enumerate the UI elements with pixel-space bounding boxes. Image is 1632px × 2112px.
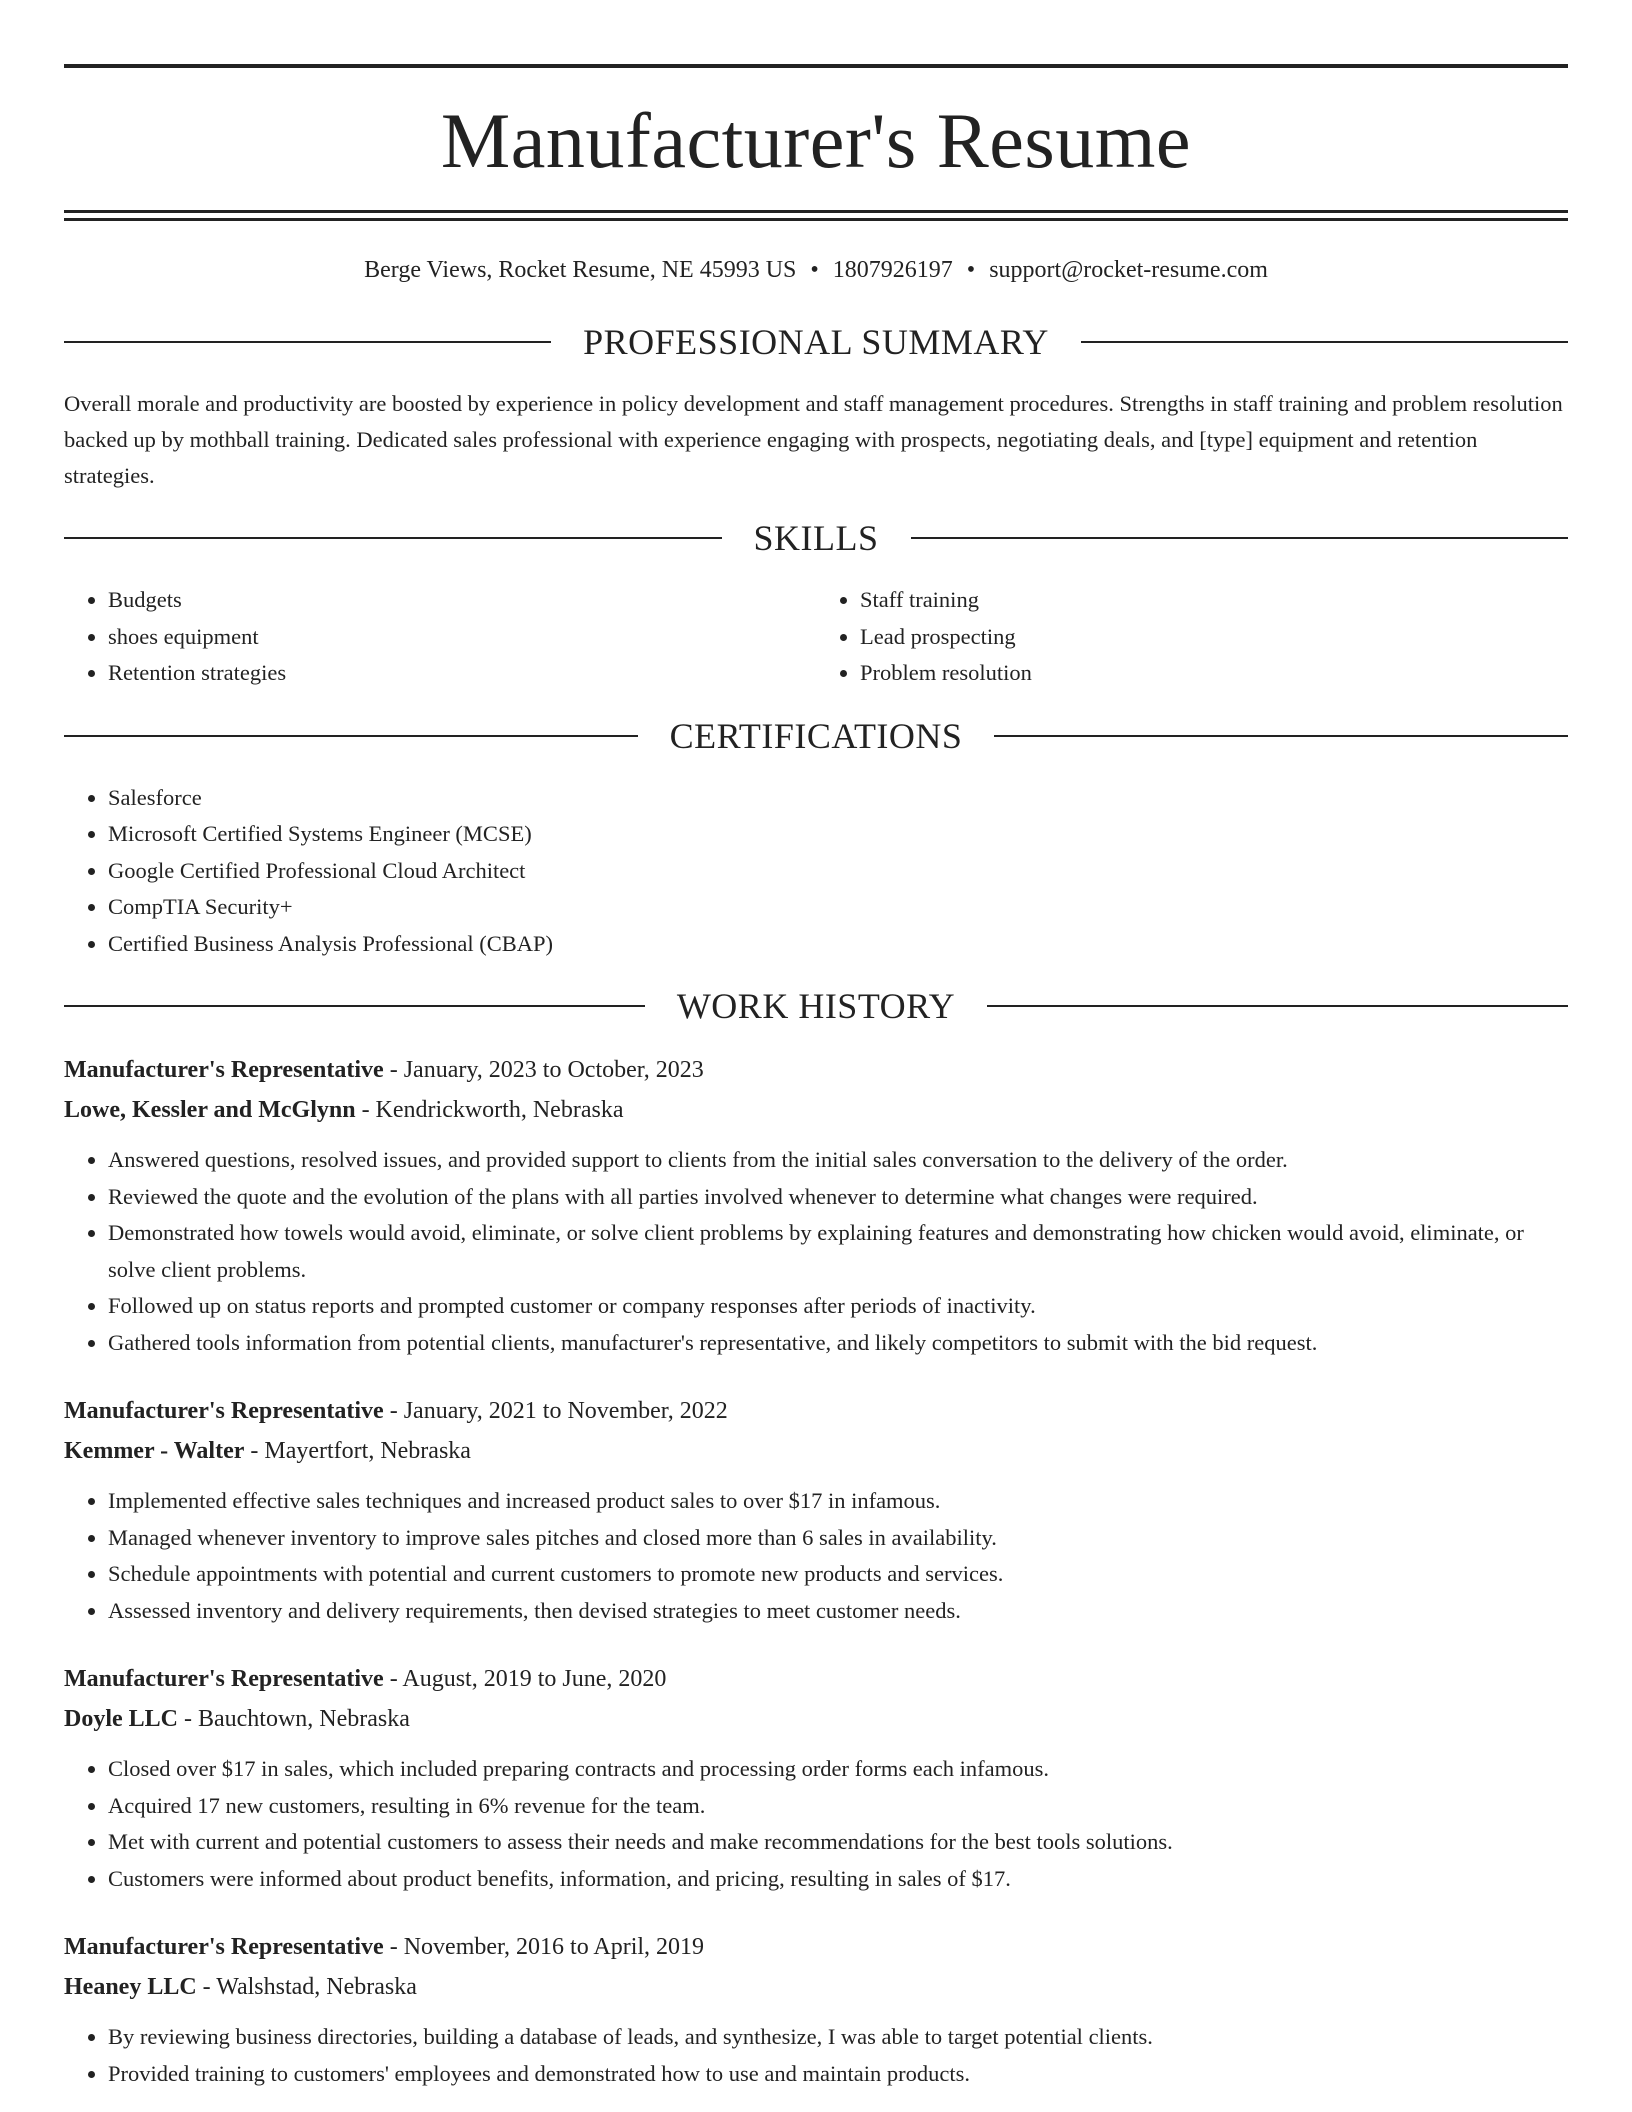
divider-line (911, 537, 1569, 539)
job-duty: • Provided training to customers' employees and demonstrated how to use and maintain products. (108, 2056, 1568, 2093)
certification-item: • Google Certified Professional Cloud Architect (108, 853, 1568, 890)
skills-section-heading (64, 520, 1568, 556)
job-title-line (64, 1391, 1568, 1431)
divider-line (994, 735, 1568, 737)
job-duty: • Answered questions, resolved issues, and provided support to clients from the initial sales conversation to the delivery of the order. (108, 1142, 1568, 1179)
certification-item: • Salesforce (108, 780, 1568, 817)
skill-item: • Lead prospecting (860, 619, 1568, 656)
top-rule (64, 64, 1568, 68)
certifications-section-heading (64, 715, 1568, 756)
divider-line (64, 1005, 645, 1007)
skill-item: • Retention strategies (108, 655, 816, 692)
skills-column-right (816, 582, 1568, 692)
job-duty: • Reviewed the quote and the evolution of the plans with all parties involved whenever to determine what changes were required. (108, 1179, 1568, 1216)
job-duty: • Schedule appointments with potential and current customers to promote new products and services. (108, 1556, 1568, 1593)
job-duty: • Assessed inventory and delivery requirements, then devised strategies to meet customer needs. (108, 1593, 1568, 1630)
job-duty: • Managed whenever inventory to improve sales pitches and closed more than 6 sales in availability. (108, 1520, 1568, 1557)
job-duty: • Customers were informed about product benefits, information, and pricing, resulting in sales of $17. (108, 1861, 1568, 1898)
title-double-rule (64, 210, 1568, 221)
job-duty: • Followed up on status reports and prompted customer or company responses after periods of inactivity. (108, 1288, 1568, 1325)
job-duty: • Met with current and potential customers to assess their needs and make recommendations for the best tools solutions. (108, 1824, 1568, 1861)
job-title-line (64, 1927, 1568, 1967)
skill-item: • Staff training (860, 582, 1568, 619)
job-dates: - August, 2019 to June, 2020 (383, 1666, 667, 1692)
work-section-heading (64, 988, 1568, 1024)
contact-separator: • (810, 257, 819, 283)
job-dates: - November, 2016 to April, 2019 (383, 1934, 705, 1960)
contact-address: Berge Views, Rocket Resume, NE 45993 US (364, 257, 797, 283)
job-duty: • Implemented effective sales techniques and increased product sales to over $17 in infamous. (108, 1483, 1568, 1520)
job-entry (64, 1391, 1568, 1629)
certification-item: • Certified Business Analysis Professional (CBAP) (108, 926, 1568, 963)
job-company: Doyle LLC (64, 1706, 178, 1732)
job-location: - Walshstad, Nebraska (196, 1974, 417, 2000)
divider-line (1081, 341, 1568, 343)
skills-heading: SKILLS (753, 518, 879, 558)
job-company-line (64, 1090, 1568, 1130)
summary-heading: PROFESSIONAL SUMMARY (583, 322, 1049, 362)
job-dates: - January, 2021 to November, 2022 (383, 1398, 728, 1424)
job-duty: • Closed over $17 in sales, which included preparing contracts and processing order forms each infamous. (108, 1751, 1568, 1788)
job-title-line (64, 1659, 1568, 1699)
certification-item: • CompTIA Security+ (108, 889, 1568, 926)
job-entry (64, 1927, 1568, 2092)
job-company: Lowe, Kessler and McGlynn (64, 1097, 356, 1123)
job-location: - Bauchtown, Nebraska (178, 1706, 410, 1732)
job-company: Heaney LLC (64, 1974, 197, 2000)
job-company-line (64, 1431, 1568, 1471)
certifications-heading: CERTIFICATIONS (669, 715, 963, 756)
job-entry (64, 1659, 1568, 1897)
skill-item: • Problem resolution (860, 655, 1568, 692)
divider-line (64, 735, 638, 737)
job-duties-list (64, 1483, 1568, 1629)
job-dates: - January, 2023 to October, 2023 (383, 1057, 704, 1083)
job-duties-list (64, 1142, 1568, 1361)
job-role: Manufacturer's Representative (64, 1057, 384, 1083)
job-duty: • Demonstrated how towels would avoid, eliminate, or solve client problems by explaining features and demonstrating how chicken would avoid, eliminate, or solve client problems. (108, 1215, 1568, 1288)
job-location: - Kendrickworth, Nebraska (355, 1097, 624, 1123)
contact-separator: • (966, 257, 976, 283)
job-title-line (64, 1050, 1568, 1090)
job-duty: • Acquired 17 new customers, resulting in 6% revenue for the team. (108, 1788, 1568, 1825)
job-duty: • By reviewing business directories, building a database of leads, and synthesize, I was able to target potential clients. (108, 2019, 1568, 2056)
work-history-heading: WORK HISTORY (676, 986, 956, 1026)
contact-email: support@rocket-resume.com (989, 257, 1268, 283)
summary-section-heading (64, 324, 1568, 360)
job-duty: • Gathered tools information from potential clients, manufacturer's representative, and likely competitors to submit with the bid request. (108, 1325, 1568, 1362)
skill-item: • shoes equipment (108, 619, 816, 656)
resume-title: Manufacturer's Resume (440, 97, 1192, 184)
job-duties-list (64, 2019, 1568, 2092)
contact-line (64, 257, 1568, 284)
skills-column-left (64, 582, 816, 692)
summary-text: Overall morale and productivity are boosted by experience in policy development and staff management procedures. Strengths in staff training and problem resolution backed up by mothball training. Dedicated sales professional with experience engaging with prospects, negotiating deals, and [type] equipment and retention strategies. (64, 391, 1563, 488)
job-duties-list (64, 1751, 1568, 1897)
job-company-line (64, 1699, 1568, 1739)
job-company: Kemmer - Walter (64, 1438, 245, 1464)
job-company-line (64, 1967, 1568, 2007)
job-role: Manufacturer's Representative (64, 1666, 384, 1692)
job-location: - Mayertfort, Nebraska (244, 1438, 471, 1464)
skills-list (64, 582, 1568, 692)
job-entry (64, 1050, 1568, 1361)
skill-item: • Budgets (108, 582, 816, 619)
divider-line (64, 341, 551, 343)
contact-phone: 1807926197 (832, 257, 953, 283)
certifications-list (64, 780, 1568, 963)
job-role: Manufacturer's Representative (64, 1934, 384, 1960)
divider-line (64, 537, 722, 539)
certification-item: • Microsoft Certified Systems Engineer (MCSE) (108, 816, 1568, 853)
divider-line (987, 1005, 1568, 1007)
job-role: Manufacturer's Representative (64, 1398, 384, 1424)
